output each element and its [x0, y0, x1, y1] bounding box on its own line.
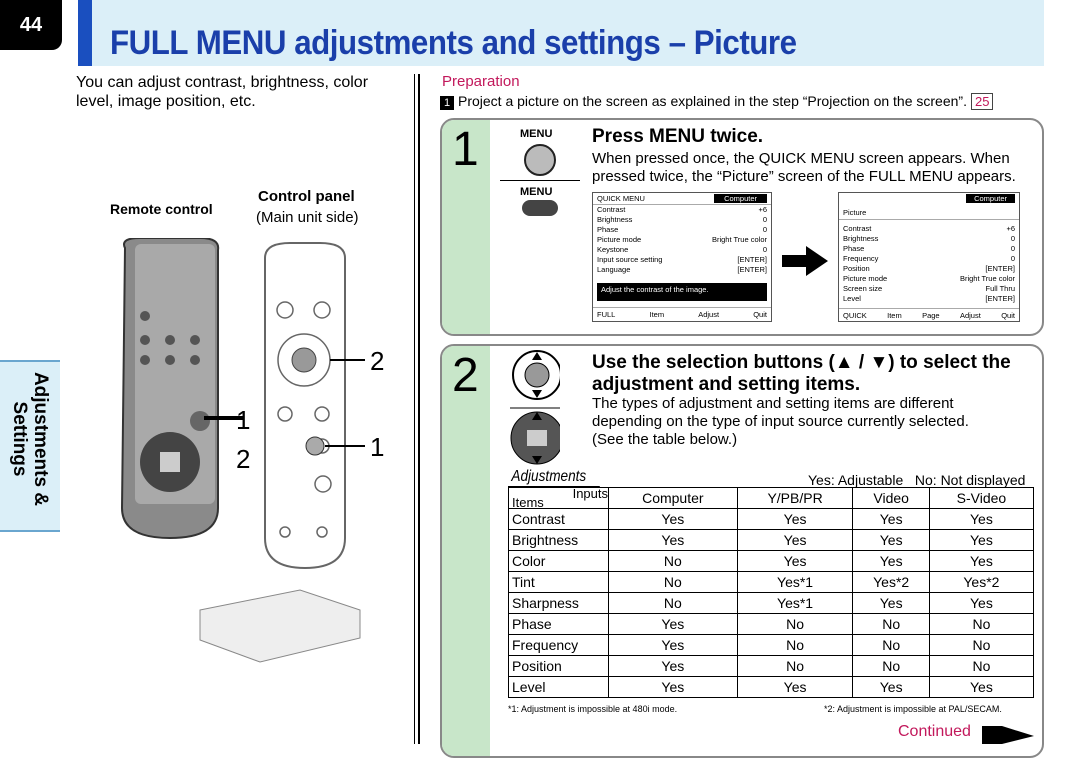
table-col-header: Video — [853, 488, 929, 509]
step1-text: When pressed once, the QUICK MENU screen appears. When pressed twice, the “Picture” screen of the FULL MENU appears. — [592, 150, 1016, 185]
table-cell: Yes — [853, 551, 929, 572]
callout-2-remote: 2 — [236, 444, 251, 474]
qm-footer-item: Quit — [753, 310, 767, 319]
column-divider-thick — [418, 74, 420, 744]
table-cell: Yes — [737, 677, 853, 698]
menu-button-remote-icon — [522, 200, 558, 216]
table-cell: No — [609, 551, 738, 572]
qm-row-value: Bright True color — [711, 235, 767, 244]
fm-row — [839, 234, 1019, 244]
table-cell: Yes — [929, 551, 1033, 572]
table-cell: Yes — [853, 509, 929, 530]
fm-row — [839, 264, 1019, 274]
table-corner — [509, 488, 609, 509]
table-header-row — [509, 488, 1034, 509]
table-cell: Yes*1 — [737, 572, 853, 593]
table-cell: No — [737, 656, 853, 677]
table-row — [509, 614, 1034, 635]
fm-footer-item: Item — [887, 311, 902, 320]
fm-source: Computer — [966, 194, 1015, 203]
fm-footer-item: Page — [922, 311, 940, 320]
qm-row-value: +6 — [758, 205, 767, 214]
qm-row-value: 0 — [762, 245, 767, 254]
qm-footer-item: Item — [649, 310, 665, 319]
page-number: 44 — [0, 0, 62, 50]
table-cell: No — [737, 614, 853, 635]
qm-title: QUICK MENU — [597, 194, 645, 203]
table-cell: Yes*2 — [853, 572, 929, 593]
fm-row — [839, 294, 1019, 304]
preparation-heading: Preparation — [442, 73, 520, 90]
qm-row — [593, 215, 771, 225]
qm-row-label: Picture mode — [597, 235, 642, 244]
fm-row-label: Contrast — [843, 224, 872, 233]
continued-label: Continued — [898, 723, 971, 740]
table-cell: Yes — [929, 677, 1033, 698]
table-row-label: Position — [509, 656, 609, 677]
table-cell: Yes — [737, 530, 853, 551]
prep-body: Project a picture on the screen as explained in the step “Projection on the screen”. — [458, 93, 967, 109]
table-row — [509, 635, 1034, 656]
fm-row-label: Phase — [843, 244, 865, 253]
table-row — [509, 677, 1034, 698]
table-row — [509, 530, 1034, 551]
quick-menu-screen — [592, 192, 772, 322]
table-row — [509, 572, 1034, 593]
fm-row-value: +6 — [1006, 224, 1015, 233]
qm-row — [593, 255, 771, 265]
corner-inputs: Inputs — [572, 486, 608, 501]
table-row — [509, 656, 1034, 677]
table-cell: No — [929, 635, 1033, 656]
table-cell: No — [929, 614, 1033, 635]
qm-row-value: 0 — [762, 225, 767, 234]
control-panel-sublabel: (Main unit side) — [256, 209, 359, 226]
menu-label-2: MENU — [520, 186, 553, 198]
fm-row-value: Bright True color — [959, 274, 1015, 283]
qm-help: Adjust the contrast of the image. — [597, 283, 767, 301]
right-arrow-icon — [782, 246, 828, 276]
table-row — [509, 551, 1034, 572]
side-tab-label: Adjustments & Settings — [9, 371, 51, 507]
fm-footer-item: Adjust — [959, 311, 981, 320]
prep-number: 1 — [440, 96, 454, 110]
table-cell: No — [853, 614, 929, 635]
fm-row-label: Position — [843, 264, 870, 273]
qm-row-label: Contrast — [597, 205, 626, 214]
table-cell: Yes — [929, 509, 1033, 530]
table-caption: Adjustments — [508, 468, 600, 487]
table-cell: No — [853, 656, 929, 677]
full-menu-screen — [838, 192, 1020, 322]
table-cell: No — [609, 593, 738, 614]
callout-2-panel: 2 — [370, 346, 385, 376]
table-row-label: Brightness — [509, 530, 609, 551]
fm-row-value: [ENTER] — [985, 294, 1015, 303]
fm-row-label: Level — [843, 294, 861, 303]
table-row-label: Sharpness — [509, 593, 609, 614]
table-row-label: Color — [509, 551, 609, 572]
fm-row-label: Picture mode — [843, 274, 888, 283]
table-cell: Yes — [853, 593, 929, 614]
fm-row — [839, 254, 1019, 264]
table-col-header: S-Video — [929, 488, 1033, 509]
qm-row — [593, 225, 771, 235]
step1-number: 1 — [452, 123, 479, 176]
qm-row — [593, 265, 771, 275]
table-cell: Yes — [609, 656, 738, 677]
fm-row-label: Frequency — [843, 254, 879, 263]
qm-row-label: Keystone — [597, 245, 629, 254]
qm-row-label: Phase — [597, 225, 619, 234]
table-cell: Yes — [609, 677, 738, 698]
table-cell: Yes — [929, 530, 1033, 551]
footnote-1: *1: Adjustment is impossible at 480i mode. — [508, 704, 678, 714]
table-row-label: Level — [509, 677, 609, 698]
table-cell: Yes — [609, 530, 738, 551]
fm-row-value: Full Thru — [985, 284, 1015, 293]
step2-column — [442, 346, 490, 758]
fm-row-value: 0 — [1010, 254, 1015, 263]
callout-1-remote: 1 — [236, 405, 251, 435]
table-cell: No — [609, 572, 738, 593]
table-row — [509, 509, 1034, 530]
page-title: FULL MENU adjustments and settings – Picture — [110, 24, 797, 62]
table-col-header: Computer — [609, 488, 738, 509]
table-row-label: Tint — [509, 572, 609, 593]
qm-row — [593, 245, 771, 255]
fm-rows — [839, 224, 1019, 304]
table-cell: No — [929, 656, 1033, 677]
callout-1-panel: 1 — [370, 432, 385, 462]
qm-row-label: Language — [597, 265, 631, 274]
step2-number: 2 — [452, 349, 479, 402]
table-cell: Yes — [737, 551, 853, 572]
fm-footer-item: Quit — [1001, 311, 1015, 320]
table-cell: Yes*1 — [737, 593, 853, 614]
corner-items: Items — [512, 495, 544, 510]
fm-row — [839, 284, 1019, 294]
qm-rows — [593, 205, 771, 275]
fm-row-label: Screen size — [843, 284, 883, 293]
fm-row — [839, 244, 1019, 254]
fm-row — [839, 274, 1019, 284]
qm-row-value: 0 — [762, 215, 767, 224]
fm-row-value: 0 — [1010, 234, 1015, 243]
qm-row — [593, 205, 771, 215]
intro-text: You can adjust contrast, brightness, color level, image position, etc. — [76, 74, 369, 110]
table-cell: Yes — [609, 614, 738, 635]
fm-row-value: 0 — [1010, 244, 1015, 253]
fm-tab: Picture — [839, 204, 1019, 220]
table-cell: Yes — [609, 509, 738, 530]
menu-label-1: MENU — [520, 128, 553, 140]
qm-footer-item: Adjust — [698, 310, 720, 319]
fm-row-label: Brightness — [843, 234, 879, 243]
fm-footer — [839, 308, 1019, 322]
qm-row — [593, 235, 771, 245]
preparation-text — [440, 93, 1010, 110]
table-row-label: Phase — [509, 614, 609, 635]
qm-row-value: [ENTER] — [737, 265, 767, 274]
qm-footer-item: FULL — [597, 310, 616, 319]
adjustments-table — [508, 487, 1034, 698]
qm-row-label: Brightness — [597, 215, 633, 224]
step1-separator — [500, 180, 580, 181]
table-row-label: Contrast — [509, 509, 609, 530]
fm-row-value: [ENTER] — [985, 264, 1015, 273]
column-divider — [414, 74, 415, 744]
qm-row-value: [ENTER] — [737, 255, 767, 264]
table-col-header: Y/PB/PR — [737, 488, 853, 509]
continued-arrow-icon — [982, 724, 1034, 744]
table-legend: Yes: Adjustable No: Not displayed — [808, 472, 1026, 488]
qm-source: Computer — [714, 194, 767, 203]
table-row-label: Frequency — [509, 635, 609, 656]
step1-heading: Press MENU twice. — [592, 126, 764, 147]
title-stripe — [78, 0, 92, 66]
table-cell: Yes — [929, 593, 1033, 614]
fm-row — [839, 224, 1019, 234]
table-cell: Yes — [853, 677, 929, 698]
footnote-2: *2: Adjustment is impossible at PAL/SECAM. — [824, 704, 1002, 714]
table-cell: Yes — [853, 530, 929, 551]
table-cell: No — [853, 635, 929, 656]
menu-button-icon — [524, 144, 556, 176]
page-ref-link[interactable]: 25 — [971, 93, 993, 110]
table-cell: Yes — [609, 635, 738, 656]
fm-footer-item: QUICK — [843, 311, 867, 320]
step2-heading: Use the selection buttons (▲ / ▼) to select the adjustment and setting items. — [592, 352, 1011, 395]
table-row — [509, 593, 1034, 614]
qm-row-label: Input source setting — [597, 255, 663, 264]
control-panel-label: Control panel — [258, 188, 355, 205]
table-cell: No — [737, 635, 853, 656]
table-cell: Yes*2 — [929, 572, 1033, 593]
table-cell: Yes — [737, 509, 853, 530]
remote-control-label: Remote control — [110, 201, 213, 217]
step2-text: The types of adjustment and setting items are different depending on the type of input source currently selected. (See the table below.) — [592, 395, 969, 448]
qm-footer — [593, 307, 771, 321]
selection-buttons-icon — [510, 350, 560, 470]
